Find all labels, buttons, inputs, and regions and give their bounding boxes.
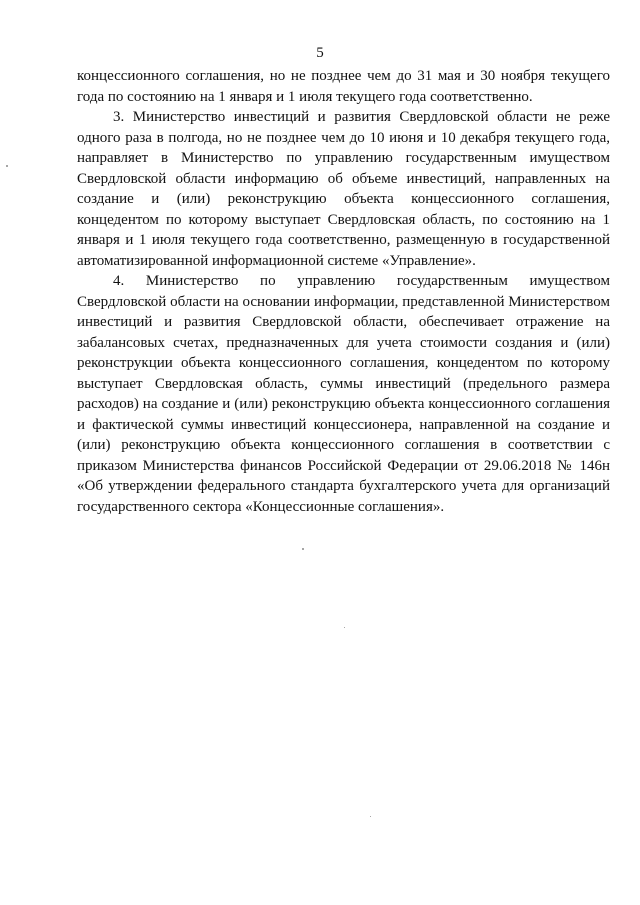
document-body (77, 66, 610, 517)
scan-speck (370, 816, 371, 817)
scan-speck (6, 165, 8, 167)
scan-speck (344, 627, 345, 628)
paragraph-item-4: 4. Министерство по управлению государственным имуществом Свердловской области на основании информации, представленной Министерством инвестиций и развития Свердловской области, обеспечивает отражение на забалансовых счетах, предназначенных для учета стоимости создания и (или) реконструкции объекта концессионного соглашения, концедентом по которому выступает Свердловская область, суммы инвестиций (предельного размера расходов) на создание и (или) реконструкцию объекта концессионного соглашения и фактической суммы инвестиций концессионера, направленной на создание и (или) реконструкцию объекта концессионного соглашения в соответствии с приказом Министерства финансов Российской Федерации от 29.06.2018 № 146н «Об утверждении федерального стандарта бухгалтерского учета для организаций государственного сектора «Концессионные соглашения». (77, 273, 610, 515)
scan-speck (302, 548, 304, 550)
paragraph-item-3: 3. Министерство инвестиций и развития Свердловской области не реже одного раза в полгода, но не позднее чем до 10 июня и 10 декабря текущего года, направляет в Министерство по управлению государственным имуществом Свердловской области информацию об объеме инвестиций, направленных на создание и (или) реконструкцию объекта концессионного соглашения, концедентом по которому выступает Свердловская область, по состоянию на 1 января и 1 июля текущего года соответственно, размещенную в государственной автоматизированной информационной системе «Управление». (77, 109, 610, 269)
page-number: 5 (316, 45, 324, 61)
paragraph-continuation: концессионного соглашения, но не позднее чем до 31 мая и 30 ноября текущего года по состоянию на 1 января и 1 июля текущего года соответственно. (77, 68, 610, 105)
